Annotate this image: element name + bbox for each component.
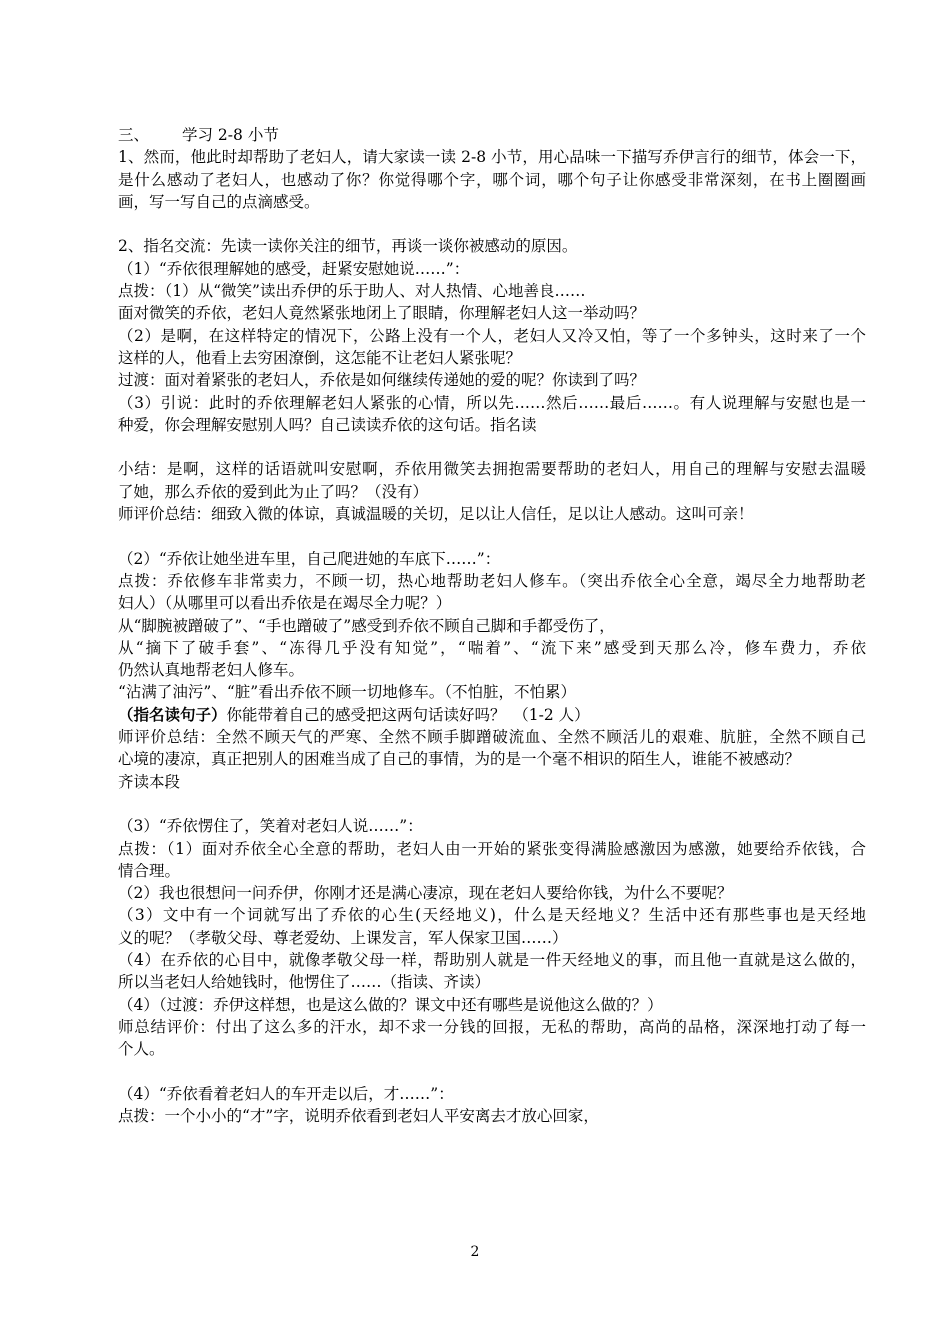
- text-line: 从“脚腕被蹭破了”、“手也蹭破了”感受到乔依不顾自己脚和手都受伤了，: [118, 616, 615, 635]
- section-heading: [118, 124, 866, 146]
- text-line: （2）“乔依让她坐进车里，自己爬进她的车底下……”：: [118, 549, 501, 568]
- text-line: 所以当老妇人给她钱时，他愣住了……（指读、齐读）: [118, 973, 491, 992]
- blank-line: [118, 213, 866, 235]
- text-line: 面对微笑的乔依，老妇人竟然紧张地闭上了眼睛，你理解老妇人这一举动吗？: [118, 304, 646, 323]
- text-line: [118, 704, 866, 726]
- text-line: 过渡：面对着紧张的老妇人，乔依是如何继续传递她的爱的呢？你读到了吗？: [118, 371, 646, 390]
- blank-line: [118, 436, 866, 458]
- paragraph-refuse-money: [118, 815, 866, 1060]
- page-number: 2: [470, 1244, 480, 1260]
- section-title: 学习 2-8 小节: [182, 126, 279, 144]
- text-line: 是什么感动了老妇人，也感动了你？你觉得哪个字，哪个词，哪个句子让你感受非常深刻，在书上圈圈画: [118, 170, 866, 189]
- text-line: 点拨：（1）从“微笑”读出乔伊的乐于助人、对人热情、心地善良……: [118, 282, 586, 301]
- text-line: 师总结评价：付出了这么多的汗水，却不求一分钱的回报，无私的帮助，高尚的品格，深深地打动了每一: [118, 1017, 866, 1036]
- bold-instruction: （指名读句子）: [118, 704, 227, 724]
- blank-line: [118, 793, 866, 815]
- paragraph-repair-car: [118, 548, 866, 793]
- text-line: （3）“乔依愣住了，笑着对老妇人说……”：: [118, 817, 423, 836]
- text-line: 2、指名交流：先读一读你关注的细节，再谈一谈你被感动的原因。: [118, 237, 578, 256]
- blank-line: [118, 525, 866, 547]
- text-line: 情合理。: [118, 861, 181, 880]
- text-span: 你能带着自己的感受把这两句话读好吗？ （1-2 人）: [226, 705, 590, 724]
- paragraph-car-leaves: [118, 1083, 866, 1128]
- text-line: 点拨：乔依修车非常卖力，不顾一切，热心地帮助老妇人修车。（突出乔依全心全意，竭尽全力地帮助老: [118, 571, 866, 590]
- text-line: 齐读本段: [118, 772, 181, 791]
- text-line: 从“摘下了破手套”、“冻得几乎没有知觉”，“喘着”、“流下来”感受到天那么冷，修车费力，乔依: [118, 638, 866, 657]
- text-line: （4）“乔依看着老妇人的车开走以后，才……”：: [118, 1084, 454, 1103]
- text-line: 师评价总结：全然不顾天气的严寒、全然不顾手脚蹭破流血、全然不顾活儿的艰难、肮脏，全然不顾自己: [118, 728, 866, 747]
- text-line: （3）引说：此时的乔依理解老妇人紧张的心情，所以先……然后……最后……。有人说理解与安慰也是一: [118, 393, 866, 412]
- text-line: 画，写一写自己的点滴感受。: [118, 192, 320, 211]
- section-number: 三、: [118, 126, 150, 144]
- document-body: [118, 124, 866, 1127]
- text-line: “沾满了油污”、“脏”看出乔依不顾一切地修车。（不怕脏，不怕累）: [118, 683, 576, 702]
- text-line: （2）我也很想问一问乔伊，你刚才还是满心凄凉，现在老妇人要给你钱，为什么不要呢？: [118, 884, 733, 903]
- text-line: 这样的人，他看上去穷困潦倒，这怎能不让老妇人紧张呢？: [118, 348, 522, 367]
- paragraph-discussion: [118, 235, 866, 436]
- text-line: （1）“乔依很理解她的感受，赶紧安慰她说……”：: [118, 259, 470, 278]
- text-line: 1、然而，他此时却帮助了老妇人，请大家读一读 2-8 小节，用心品味一下描写乔伊言行的细节，体会一下，: [118, 148, 866, 167]
- text-line: 种爱，你会理解安慰别人吗？自己读读乔依的这句话。指名读: [118, 415, 537, 434]
- text-line: 心境的凄凉，真正把别人的困难当成了自己的事情，为的是一个毫不相识的陌生人，谁能不被感动？: [118, 750, 801, 769]
- text-line: 义的呢？（孝敬父母、尊老爱幼、上课发言，军人保家卫国……）: [118, 928, 568, 947]
- text-line: （4）在乔依的心目中，就像孝敬父母一样，帮助别人就是一件天经地义的事，而且他一直就是这么做的，: [118, 950, 866, 969]
- text-line: 小结：是啊，这样的话语就叫安慰啊，乔依用微笑去拥抱需要帮助的老妇人，用自己的理解与安慰去温暖: [118, 460, 866, 479]
- text-line: 点拨：（1）面对乔依全心全意的帮助，老妇人由一开始的紧张变得满脸感激因为感激，她要给乔依钱，合: [118, 839, 866, 858]
- text-line: 个人。: [118, 1040, 165, 1059]
- text-line: 仍然认真地帮老妇人修车。: [118, 661, 305, 680]
- text-line: （3）文中有一个词就写出了乔依的心生(天经地义)，什么是天经地义？生活中还有那些事也是天经地: [118, 906, 866, 925]
- paragraph-summary: [118, 458, 866, 525]
- text-line: （4）（过渡：乔伊这样想，也是这么做的？课文中还有哪些是说他这么做的？）: [118, 995, 663, 1014]
- text-line: 了她，那么乔依的爱到此为止了吗？（没有）: [118, 482, 429, 501]
- text-line: 师评价总结：细致入微的体谅，真诚温暖的关切，足以让人信任，足以让人感动。这叫可亲！: [118, 505, 754, 524]
- blank-line: [118, 1060, 866, 1082]
- paragraph-instruction: [118, 146, 866, 213]
- text-line: 点拨：一个小小的“才”字，说明乔依看到老妇人平安离去才放心回家，: [118, 1107, 599, 1126]
- text-line: 妇人）（从哪里可以看出乔依是在竭尽全力呢？）: [118, 594, 452, 613]
- text-line: （2）是啊，在这样特定的情况下，公路上没有一个人，老妇人又冷又怕，等了一个多钟头，这时来了一个: [118, 326, 866, 345]
